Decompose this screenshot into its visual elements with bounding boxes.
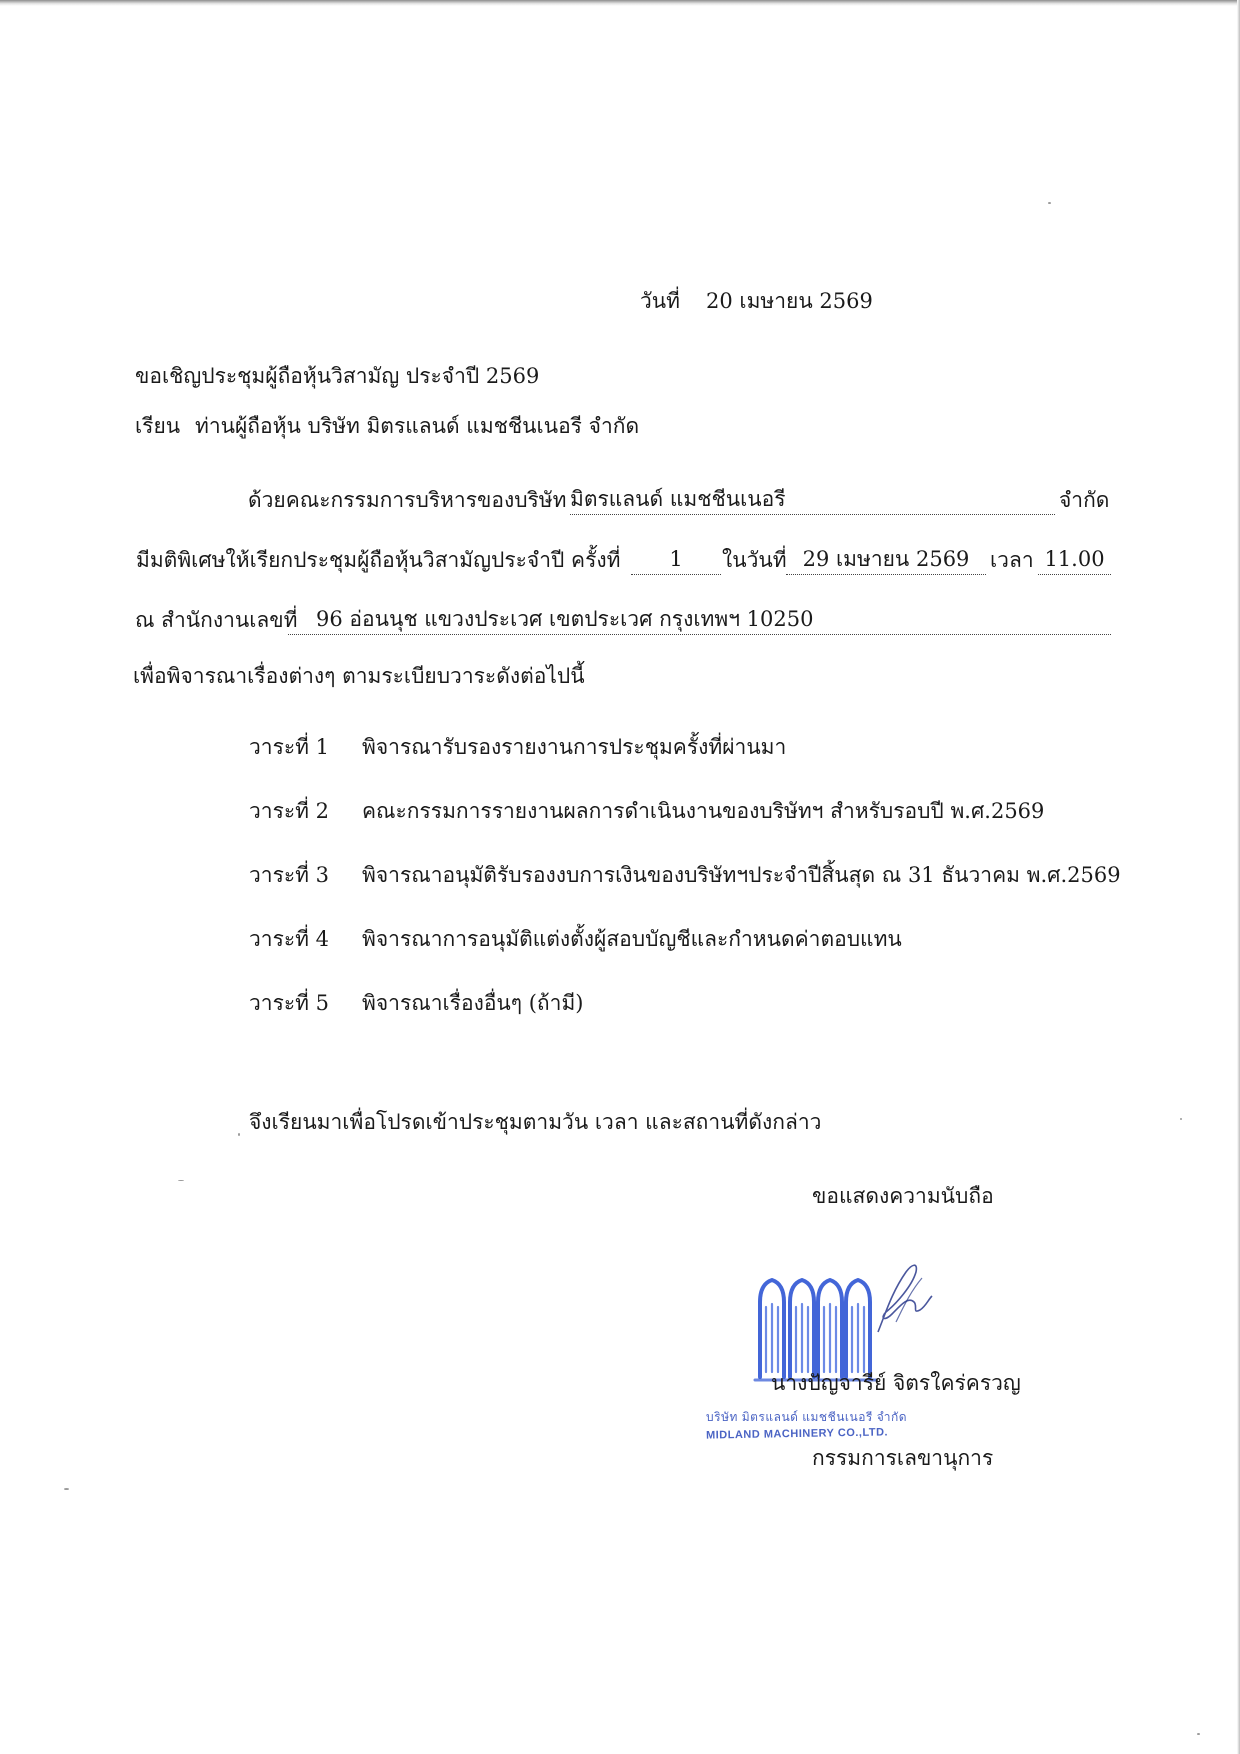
agenda-label: วาระที่ 4: [249, 927, 330, 951]
scan-speck: [1197, 1733, 1200, 1735]
body-line1-suffix: จำกัด: [1059, 488, 1110, 512]
agenda-label: วาระที่ 2: [249, 799, 330, 823]
scan-speck: [64, 1488, 69, 1490]
company-fill: [570, 485, 1055, 515]
stamp-name-th: บริษัท มิตรแลนด์ แมชชีนเนอรี จำกัด: [706, 1410, 908, 1424]
company-name: มิตรแลนด์ แมชชีนเนอรี: [570, 487, 786, 511]
to-label: เรียน: [135, 414, 181, 438]
meeting-time: 11.00: [1044, 547, 1105, 571]
meeting-time-label: เวลา: [990, 548, 1034, 572]
body-line1-text: ด้วยคณะกรรมการบริหารของบริษัท: [248, 488, 567, 512]
date-value: 20 เมษายน 2569: [706, 289, 873, 313]
meeting-no-fill: [631, 545, 721, 575]
body-line2-text: มีมติพิเศษให้เรียกประชุมผู้ถือหุ้นวิสามัญประจำปี ครั้งที่: [136, 548, 621, 572]
agenda-label: วาระที่ 1: [249, 735, 330, 759]
address: 96 อ่อนนุช แขวงประเวศ เขตประเวศ กรุงเทพฯ 10250: [316, 607, 814, 631]
scan-speck: [1180, 1118, 1182, 1120]
agenda-text: คณะกรรมการรายงานผลการดำเนินงานของบริษัทฯ สำหรับรอบปี พ.ศ.2569: [362, 799, 1045, 823]
meeting-date-fill: [786, 545, 986, 575]
agenda-label: วาระที่ 5: [249, 991, 330, 1015]
regards-text: ขอแสดงความนับถือ: [812, 1184, 994, 1208]
agenda-text: พิจารณาเรื่องอื่นๆ (ถ้ามี): [362, 991, 584, 1015]
meeting-no: 1: [669, 547, 683, 571]
body-line3-text: ณ สำนักงานเลขที่: [135, 608, 298, 632]
scan-speck: [238, 1133, 240, 1136]
address-fill: [288, 605, 1111, 635]
agenda-text: พิจารณาการอนุมัติแต่งตั้งผู้สอบบัญชีและกำหนดค่าตอบแทน: [362, 927, 902, 951]
scan-edge-top: [0, 0, 1240, 6]
signer-position: กรรมการเลขานุการ: [812, 1446, 994, 1470]
to-value: ท่านผู้ถือหุ้น บริษัท มิตรแลนด์ แมชชีนเนอรี จำกัด: [195, 414, 640, 438]
scan-speck: [1048, 202, 1051, 204]
body-line4-text: เพื่อพิจารณาเรื่องต่างๆ ตามระเบียบวาระดังต่อไปนี้: [133, 664, 585, 688]
subject-line: ขอเชิญประชุมผู้ถือหุ้นวิสามัญ ประจำปี 2569: [135, 364, 540, 388]
agenda-text: พิจารณาอนุมัติรับรองงบการเงินของบริษัทฯประจำปีสิ้นสุด ณ 31 ธันวาคม พ.ศ.2569: [362, 863, 1121, 887]
meeting-date-label: ในวันที่: [722, 548, 787, 572]
stamp-name-en: MIDLAND MACHINERY CO.,LTD.: [705, 1426, 889, 1442]
meeting-date: 29 เมษายน 2569: [802, 547, 970, 571]
agenda-label: วาระที่ 3: [249, 863, 330, 887]
closing-text: จึงเรียนมาเพื่อโปรดเข้าประชุมตามวัน เวลา และสถานที่ดังกล่าว: [249, 1110, 822, 1134]
date-label: วันที่: [640, 289, 680, 313]
signer-name: นางปัญจารีย์ จิตรใคร่ครวญ: [771, 1371, 1021, 1395]
agenda-text: พิจารณารับรองรายงานการประชุมครั้งที่ผ่านมา: [362, 735, 787, 759]
handwritten-signature: [866, 1252, 946, 1342]
meeting-time-fill: [1038, 545, 1111, 575]
scan-speck: [178, 1180, 184, 1181]
